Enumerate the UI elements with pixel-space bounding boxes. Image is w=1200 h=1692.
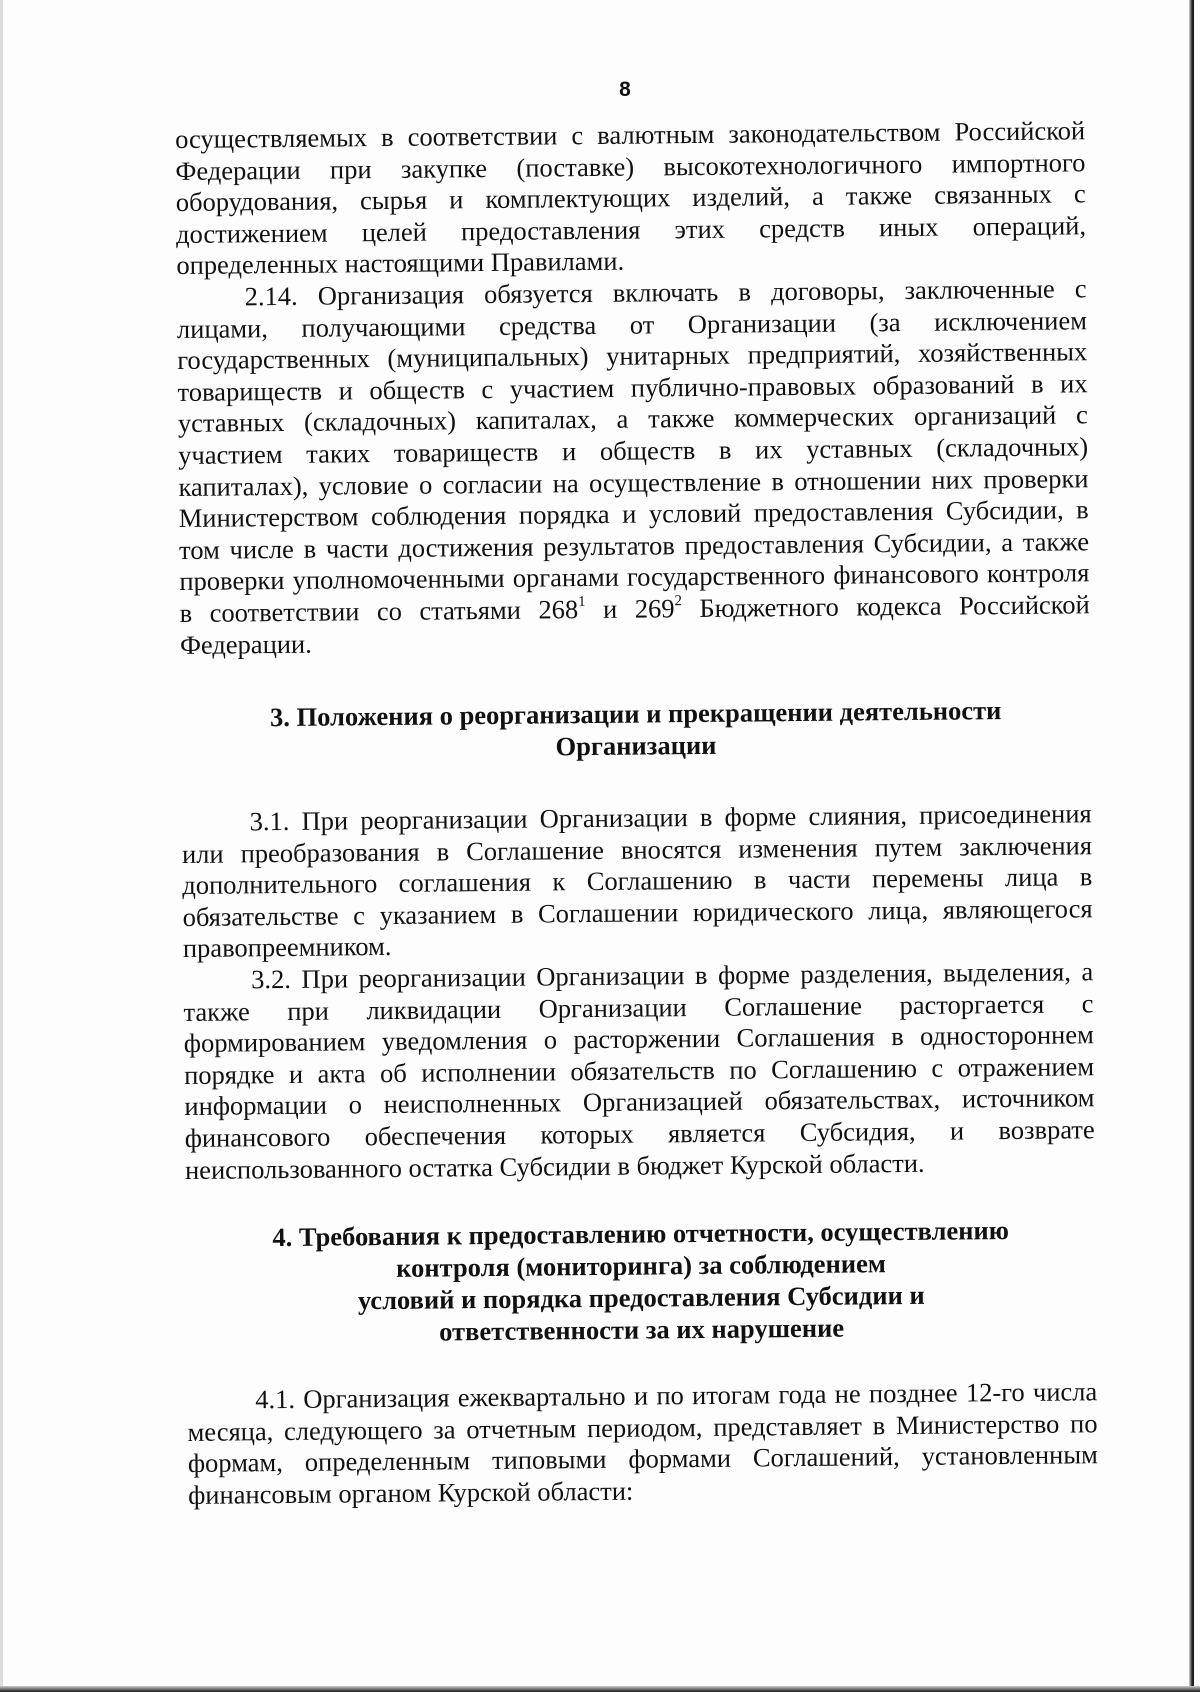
paragraph-4-1: 4.1. Организация ежеквартально и по итогам года не позднее 12-го числа месяца, следующего за отчетным периодом, представляет в Министерство по формам, определенным типовыми формами Соглашений, установленным финансовым органом Курской области:	[187, 1376, 1098, 1510]
section-4-heading-line-1: 4. Требования к предоставлению отчетности, осуществлению	[272, 1215, 1010, 1253]
section-3-heading	[181, 693, 1092, 766]
scan-edge-right	[1189, 0, 1194, 1692]
paragraph-2-14-text: 2.14. Организация обязуется включать в договоры, заключенные с лицами, получающими средства от Организации (за исключением государственных (муниципальных) унитарных предприятий, хозяйственных товариществ и обществ с участием публично-правовых образований в их уставных (складочных) капиталах, а также коммерческих организаций с участием таких товариществ и обществ в их уставных (складочных) капиталах), условие о согласии на осуществление в отношении них проверки Министерством соблюдения порядка и условий предоставления Субсидии, в том числе в части достижения результатов предоставления Субсидии, а также проверки уполномоченными органами государственного финансового контроля в соответствии со статьями 268	[176, 273, 1090, 628]
section-3-heading-line-2: Организации	[555, 729, 717, 762]
section-3-heading-line-1: 3. Положения о реорганизации и прекращении деятельности	[269, 695, 1002, 733]
scan-edge-left	[0, 0, 3, 1692]
page-number: 8	[619, 78, 631, 101]
paragraph-3-2: 3.2. При реорганизации Организации в форме разделения, выделения, а также при ликвидации Организации Соглашение расторгается с формированием уведомления о расторжении Соглашения в одностороннем порядке и акта об исполнении обязательств по Соглашению с отражением информации о неисполненных Организацией обязательствах, источником финансового обеспечения которых является Субсидия, и возврате неиспользованного остатка Субсидии в бюджет Курской области.	[183, 956, 1095, 1185]
document-body	[175, 115, 1098, 1511]
paragraph-2-14-and: и 269	[585, 593, 675, 624]
paragraph-continuation: осуществляемых в соответствии с валютным законодательством Российской Федерации при закупке (поставке) высокотехнологичного импортного оборудования, сырья и комплектующих изделий, а также связанных с достижением целей предоставления этих средств иных операций, определенных настоящими Правилами.	[175, 115, 1087, 281]
paragraph-3-1: 3.1. При реорганизации Организации в форме слияния, присоединения или преобразования в Соглашение вносятся изменения путем заключения дополнительного соглашения к Соглашению в части перемены лица в обязательстве с указанием в Соглашении юридического лица, являющегося правопреемником.	[181, 798, 1093, 964]
superscript-269: 2	[674, 593, 683, 610]
superscript-268: 1	[577, 593, 586, 611]
paragraph-2-14	[177, 273, 1091, 661]
section-4-heading-line-4: ответственности за их нарушение	[439, 1312, 845, 1347]
paragraph-2-14-tail: Бюджетного кодекса Российской Федерации.	[179, 589, 1090, 660]
section-4-heading	[186, 1213, 1097, 1350]
section-4-heading-line-2: контроля (мониторинга) за соблюдением	[395, 1248, 886, 1284]
scan-edge-bottom	[0, 1686, 1200, 1692]
section-4-heading-line-3: условий и порядка предоставления Субсидии и	[357, 1280, 925, 1316]
